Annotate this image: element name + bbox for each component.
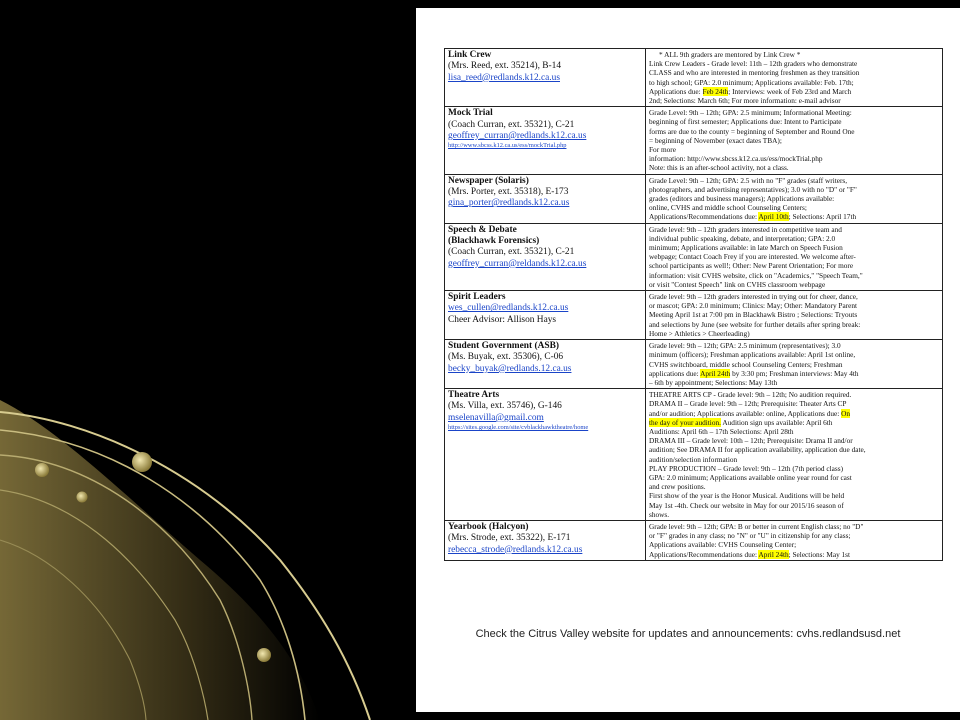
club-detail-line: Grade level: 9th – 12th; GPA: B or better in current English class; no "D": [649, 521, 864, 531]
club-details-cell: [646, 174, 943, 223]
club-contact-info: (Ms. Buyak, ext. 35306), C-06: [448, 352, 564, 363]
club-detail-line: CLASS and who are interested in mentoring freshmen as they transition: [649, 68, 860, 78]
highlighted-date: Feb 24th: [702, 86, 729, 96]
club-detail-line: individual public speaking, debate, and interpretation; GPA: 2.0: [649, 233, 836, 243]
club-row: [445, 291, 943, 340]
club-detail-line: THEATRE ARTS CP - Grade level: 9th – 12th; No audition required.: [649, 390, 852, 400]
club-detail-line: Grade level: 9th – 12th; GPA: 2.5 minimum (representatives); 3.0: [649, 341, 841, 351]
club-name: Mock Trial: [448, 108, 493, 119]
club-detail-line: Grade Level: 9th – 12th; GPA: 2.5 minimum; Informational Meeting:: [649, 108, 852, 118]
club-name: Theatre Arts: [448, 390, 500, 401]
club-details-cell: [646, 520, 943, 560]
club-detail-line: Meeting April 1st at 7:00 pm in Blackhawk Bistro ; Selections: Tryouts: [649, 310, 858, 320]
club-row: [445, 340, 943, 389]
club-detail-line: applications due: April 24th by 3:30 pm; Freshman interviews: May 4th: [649, 368, 859, 378]
club-name: Link Crew: [448, 50, 492, 60]
club-detail-line: or "F" grades in any class; no "N" or "U" in citizenship for any class;: [649, 531, 851, 541]
club-name: Newspaper (Solaris): [448, 175, 529, 186]
club-detail-line: For more: [649, 145, 676, 155]
club-detail-line: Grade level: 9th – 12th graders interested in trying out for cheer, dance,: [649, 292, 858, 302]
club-name: (Blackhawk Forensics): [448, 235, 540, 246]
club-name: Student Government (ASB): [448, 341, 559, 352]
club-detail-line: May 1st -4th. Check our website in May for our 2015/16 season of: [649, 500, 844, 510]
club-details-cell: [646, 389, 943, 521]
club-detail-line: audition/selection information: [649, 454, 738, 464]
club-name: Yearbook (Halcyon): [448, 521, 529, 532]
club-row: [445, 49, 943, 107]
contact-link[interactable]: lisa_reed@redlands.k12.ca.us: [448, 72, 560, 83]
club-detail-line: webpage; Contact Coach Frey if you are interested. We welcome after-: [649, 252, 856, 262]
club-detail-line: minimum; Applications available: in late March on Speech Fusion: [649, 243, 843, 253]
club-contact-info: (Coach Curran, ext. 35321), C-21: [448, 247, 575, 258]
contact-link[interactable]: geoffrey_curran@redlands.k12.ca.us: [448, 130, 587, 141]
club-detail-line: First show of the year is the Honor Musical. Auditions will be held: [649, 491, 845, 501]
club-detail-line: Auditions: April 6th – 17th Selections: April 28th: [649, 426, 794, 436]
highlighted-date: April 24th: [700, 368, 731, 378]
club-contact-cell: [445, 174, 646, 223]
club-detail-line: Applications available: CVHS Counseling Center;: [649, 540, 797, 550]
club-detail-line: photographers, and advertising representatives); 3.0 with no "D" or "F": [649, 184, 857, 194]
gold-pearl: [35, 463, 49, 477]
club-contact-info: (Mrs. Strode, ext. 35322), E-171: [448, 533, 571, 544]
gold-pearl: [132, 452, 152, 472]
club-detail-line: * ALL 9th graders are mentored by Link Crew *: [659, 50, 801, 59]
club-detail-line: grades (editors and business managers); Applications available:: [649, 194, 835, 204]
club-detail-line: = beginning of November (exact dates TBA);: [649, 135, 782, 145]
club-detail-line: GPA: 2.0 minimum; Applications available online year round for cast: [649, 472, 852, 482]
club-detail-line: Grade Level: 9th – 12th; GPA: 2.5 with no "F" grades (staff writers,: [649, 175, 848, 185]
club-detail-line: Applications/Recommendations due: April 10th; Selections: April 17th: [649, 212, 857, 222]
contact-link[interactable]: gina_porter@redlands.k12.ca.us: [448, 198, 570, 209]
contact-link[interactable]: http://www.sbcss.k12.ca.us/ess/mockTrial.php: [448, 142, 567, 150]
club-detail-line: and/or audition; Applications available: online, Applications due: On: [649, 408, 851, 418]
club-row: [445, 223, 943, 290]
club-detail-line: Home > Athletics > Cheerleading): [649, 328, 750, 338]
club-detail-line: Note: this is an after-school activity, not a class.: [649, 163, 789, 173]
club-detail-line: forms are due to the county = beginning of September and Round One: [649, 126, 855, 136]
club-detail-line: online, CVHS and middle school Counseling Centers;: [649, 203, 807, 213]
club-row: [445, 389, 943, 521]
club-detail-line: Applications due: Feb 24th; Interviews: week of Feb 23rd and March: [649, 86, 852, 96]
club-contact-info: (Ms. Villa, ext. 35746), G-146: [448, 401, 562, 412]
gold-pearl: [257, 648, 271, 662]
club-detail-line: 2nd; Selections: March 6th; For more information: e-mail advisor: [649, 96, 841, 106]
club-details-cell: [646, 223, 943, 290]
club-detail-line: or mascot; GPA: 2.0 minimum; Clinics: May; Other: Mandatory Parent: [649, 301, 858, 311]
club-row: [445, 520, 943, 560]
club-detail-line: CVHS switchboard, middle school Counseling Centers; Freshman: [649, 359, 843, 369]
club-contact-cell: [445, 291, 646, 340]
gold-pearl: [77, 492, 88, 503]
club-detail-line: school participants as well!; Other: New Parent Orientation; For more: [649, 261, 854, 271]
club-detail-line: and crew positions.: [649, 482, 706, 492]
club-detail-line: or visit "Contest Speech" link on CVHS classroom webpage: [649, 279, 826, 289]
club-detail-line: beginning of first semester; Applications due: Intent to Participate: [649, 117, 842, 127]
club-contact-cell: [445, 520, 646, 560]
document-page: [416, 8, 960, 712]
club-row: [445, 174, 943, 223]
club-detail-line: audition; See DRAMA II for application availability, application due date,: [649, 445, 866, 455]
club-detail-line: and selections by June (see website for further details after spring break:: [649, 319, 861, 329]
club-contact-cell: [445, 107, 646, 174]
club-detail-line: minimum (officers); Freshman applications available: April 1st online,: [649, 350, 856, 360]
club-contact-cell: [445, 389, 646, 521]
gold-glow-area: [0, 400, 320, 720]
contact-link[interactable]: wes_cullen@redlands.k12.ca.us: [448, 303, 569, 314]
club-detail-line: the day of your audition. Audition sign ups available: April 6th: [649, 417, 833, 427]
contact-link[interactable]: geoffrey_curran@reldands.k12.ca.us: [448, 258, 587, 269]
club-details-cell: [646, 291, 943, 340]
club-detail-line: DRAMA III – Grade level: 10th – 12th; Prerequisite: Drama II and/or: [649, 436, 853, 446]
club-contact-info: (Mrs. Porter, ext. 35318), E-173: [448, 186, 569, 197]
club-contact-info: (Coach Curran, ext. 35321), C-21: [448, 119, 575, 130]
contact-link[interactable]: mselenavilla@gmail.com: [448, 412, 544, 423]
club-contact-info: (Mrs. Reed, ext. 35214), B-14: [448, 61, 562, 72]
club-name: Spirit Leaders: [448, 292, 506, 303]
club-details-cell: [646, 49, 943, 107]
club-detail-line: Link Crew Leaders - Grade level: 11th – 12th graders who demonstrate: [649, 59, 858, 69]
club-detail-line: shows.: [649, 509, 670, 519]
clubs-table: [444, 48, 943, 561]
club-contact-cell: [445, 340, 646, 389]
club-details-cell: [646, 340, 943, 389]
club-contact-cell: [445, 223, 646, 290]
contact-link[interactable]: https://sites.google.com/site/cvblackhawktheatre/home: [448, 424, 589, 431]
club-detail-line: Applications/Recommendations due: April 24th; Selections: May 1st: [649, 549, 851, 559]
club-detail-line: – 6th by appointment; Selections: May 13th: [649, 377, 778, 387]
contact-link[interactable]: becky_buyak@redlands.12.ca.us: [448, 363, 572, 374]
club-name: Speech & Debate: [448, 224, 517, 235]
club-details-cell: [646, 107, 943, 174]
club-contact-info: Cheer Advisor: Allison Hays: [448, 314, 557, 325]
club-row: [445, 107, 943, 174]
highlighted-date: April 24th: [758, 549, 789, 559]
club-detail-line: to high school; GPA: 2.0 minimum; Applications available: Feb. 17th;: [649, 77, 854, 87]
club-detail-line: PLAY PRODUCTION – Grade level: 9th – 12th (7th period class): [649, 463, 844, 473]
club-detail-line: DRAMA II – Grade level: 9th – 12th; Prerequisite: Theater Arts CP: [649, 399, 847, 409]
club-contact-cell: [445, 49, 646, 107]
highlighted-date: On: [841, 408, 851, 418]
club-detail-line: information: visit CVHS website, click on "Academics," "Speech Team,": [649, 270, 863, 280]
highlighted-date: April 10th: [758, 212, 789, 222]
club-detail-line: information: http://www.sbcss.k12.ca.us/ess/mockTrial.php: [649, 154, 823, 164]
highlighted-date: the day of your audition.: [649, 417, 721, 427]
footer-note: Check the Citrus Valley website for updates and announcements: cvhs.redlandsusd.net: [475, 628, 901, 640]
club-detail-line: Grade level: 9th – 12th graders interested in competitive team and: [649, 224, 842, 234]
contact-link[interactable]: rebecca_strode@redlands.k12.ca.us: [448, 544, 583, 555]
